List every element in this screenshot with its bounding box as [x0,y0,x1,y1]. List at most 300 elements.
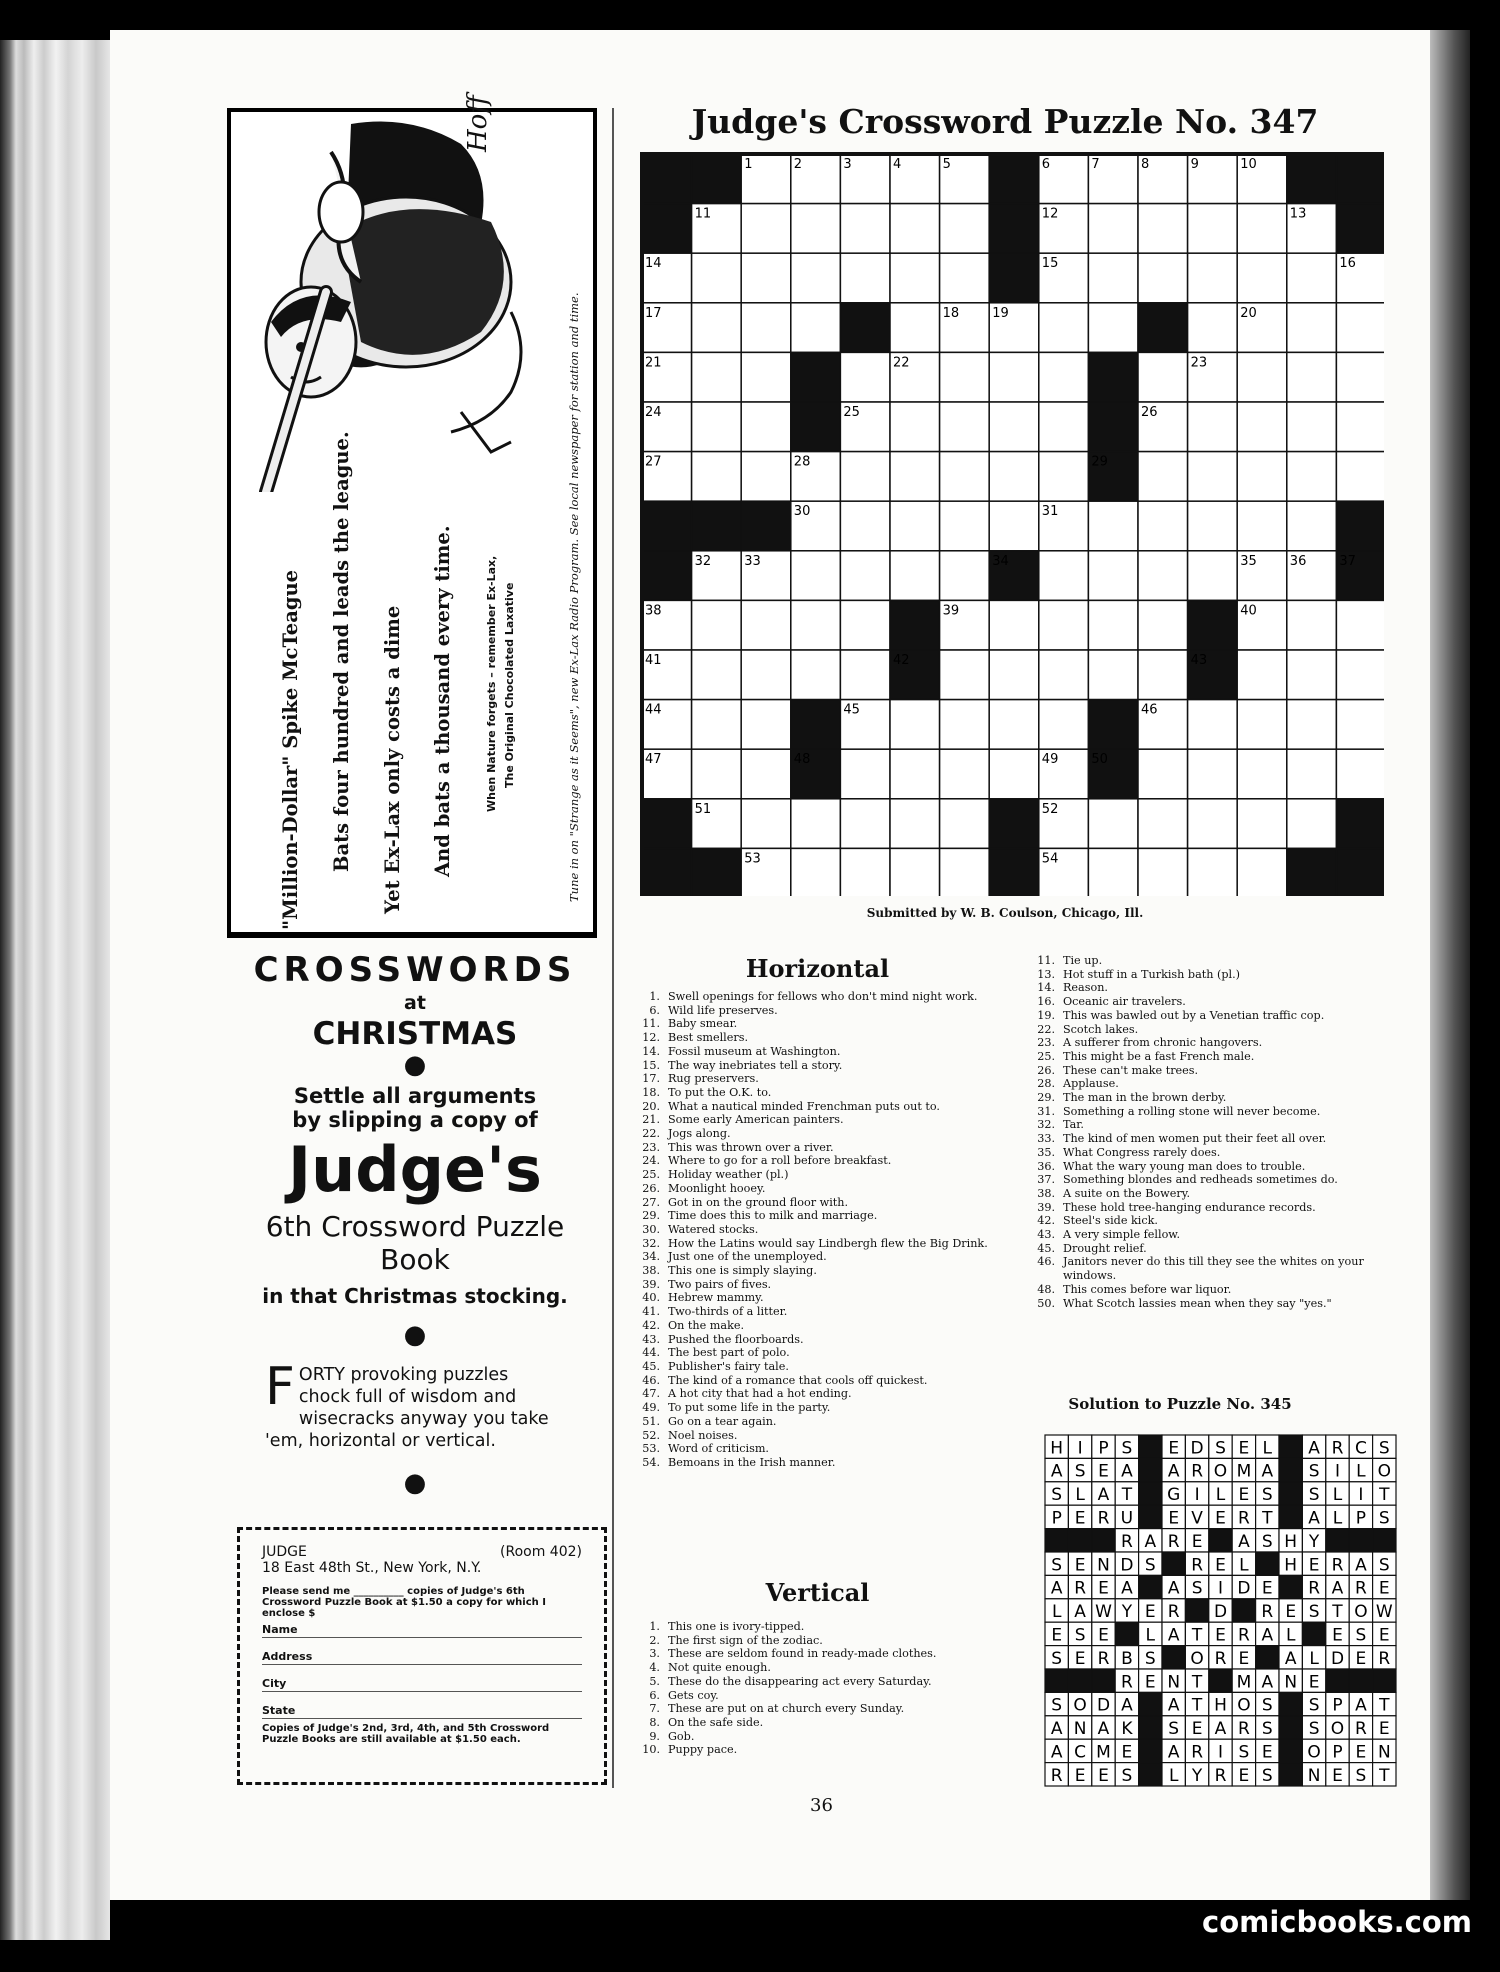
grid-cell[interactable] [890,204,940,254]
clue-number: 13 [1289,206,1307,222]
solution-letter: E [1074,1648,1086,1669]
grid-cell[interactable] [940,749,990,799]
grid-cell[interactable] [791,650,841,700]
clue-num: 32. [1037,1118,1055,1132]
clue [1025,1077,1405,1091]
solution-letter: R [1237,1719,1250,1740]
solution-letter: E [1378,1625,1390,1646]
clue-text: This might be a fast French male. [1063,1049,1255,1063]
grid-cell[interactable] [1336,650,1384,700]
horizontal-clues [630,990,1006,1470]
clue [1025,1242,1405,1256]
solution-letter: T [1379,1485,1390,1506]
clue-text: What Congress rarely does. [1063,1145,1221,1159]
clue-num: 49. [642,1401,660,1415]
grid-cell[interactable] [1237,352,1287,402]
grid-cell[interactable] [1336,600,1384,650]
grid-cell[interactable] [890,402,940,452]
grid-cell[interactable] [1287,402,1337,452]
grid-cell[interactable] [1287,303,1337,353]
promo-body-text: ORTY provoking puzzles chock full of wisdom and wisecracks anyway you take 'em, horizontal or vertical. [265,1365,549,1451]
clue [630,1689,1006,1703]
grid-block [1287,154,1337,204]
clue-num: 11. [1037,954,1055,967]
grid-cell[interactable] [741,799,791,849]
solution-letter: S [1074,1625,1086,1646]
clue-text: The way inebriates tell a story. [668,1058,843,1072]
grid-cell[interactable] [741,700,791,750]
grid-cell[interactable] [1287,352,1337,402]
clue-num: 54. [642,1455,660,1469]
clue-num: 2. [649,1633,660,1647]
grid-cell[interactable] [692,650,742,700]
solution-letter: T [1121,1485,1133,1506]
solution-letter: N [1377,1742,1391,1763]
solution-letter: E [1332,1765,1343,1786]
grid-cell[interactable] [1287,452,1337,502]
clue-text: Gob. [668,1729,695,1743]
clue-number: 2 [793,157,803,172]
clue-text: Pushed the floorboards. [668,1332,804,1346]
grid-cell[interactable] [1336,452,1384,502]
grid-cell[interactable] [1088,204,1138,254]
solution-block [1068,1529,1091,1552]
grid-cell[interactable] [1237,204,1287,254]
grid-cell[interactable] [791,600,841,650]
grid-cell[interactable] [791,551,841,601]
grid-cell[interactable] [989,700,1039,750]
grid-cell[interactable] [692,352,742,402]
solution-letter: A [1331,1578,1344,1599]
grid-cell[interactable] [1237,402,1287,452]
solution-block [1279,1505,1302,1528]
grid-cell[interactable] [1287,650,1337,700]
grid-cell[interactable] [840,848,890,896]
solution-letter: E [1074,1765,1086,1786]
clue-number: 26 [1141,405,1158,420]
grid-cell[interactable] [692,600,742,650]
clue-text: These can't make trees. [1063,1063,1199,1077]
grid-cell[interactable] [840,650,890,700]
clue-text: Two pairs of fives. [668,1277,772,1291]
solution-letter: I [1358,1485,1364,1506]
grid-cell[interactable] [1088,303,1138,353]
grid-cell[interactable] [692,749,742,799]
solution-block [1092,1669,1115,1692]
grid-cell[interactable] [1088,551,1138,601]
grid-cell[interactable] [890,551,940,601]
clue [630,990,1006,1004]
grid-cell[interactable] [1138,848,1188,896]
grid-cell[interactable] [741,204,791,254]
grid-cell[interactable] [1138,551,1188,601]
clue-text: To put some life in the party. [668,1401,831,1415]
solution-block [1349,1529,1372,1552]
grid-cell[interactable] [1088,848,1138,896]
grid-cell[interactable] [1088,501,1138,551]
coupon-name-field[interactable]: Name [262,1623,582,1638]
grid-cell[interactable] [1138,452,1188,502]
solution-letter: A [1214,1719,1227,1740]
grid-cell[interactable] [940,848,990,896]
grid-cell[interactable] [1088,650,1138,700]
solution-letter: R [1237,1508,1250,1529]
solution-letter: S [1121,1765,1133,1786]
solution-letter: I [1077,1438,1083,1459]
clue-num: 18. [642,1085,660,1099]
grid-cell[interactable] [940,700,990,750]
grid-cell[interactable] [840,204,890,254]
solution-block [1092,1529,1115,1552]
solution-block [1256,1552,1279,1575]
solution-letter: S [1238,1742,1250,1763]
solution-letter: R [1097,1648,1110,1669]
grid-cell[interactable] [1188,452,1238,502]
grid-cell[interactable] [940,799,990,849]
clue-number: 21 [645,355,662,371]
clue-text: Wild life preserves. [668,1003,778,1017]
grid-cell[interactable] [741,303,791,353]
solution-block [1139,1435,1162,1458]
solution-letter: L [1285,1625,1296,1646]
grid-cell[interactable] [840,749,890,799]
clue [630,1456,1006,1470]
clue-number: 32 [694,553,712,569]
grid-cell[interactable] [791,799,841,849]
grid-cell[interactable] [940,501,990,551]
clue-num: 51. [642,1414,660,1428]
grid-cell[interactable] [1138,204,1188,254]
clue [630,1250,1006,1264]
grid-cell[interactable] [1039,551,1089,601]
clue-num: 22. [1037,1022,1055,1036]
clue-text: Janitors never do this till they see the whites on your windows. [1063,1255,1364,1283]
grid-block [989,154,1039,204]
grid-cell[interactable] [1237,799,1287,849]
grid-cell[interactable] [1188,848,1238,896]
grid-cell[interactable] [1039,352,1089,402]
grid-cell[interactable] [840,352,890,402]
solution-letter: O [1213,1461,1228,1482]
solution-letter: P [1332,1742,1343,1763]
grid-cell[interactable] [1336,303,1384,353]
grid-cell[interactable] [989,452,1039,502]
order-coupon [237,1527,607,1785]
solution-block [1162,1646,1185,1669]
grid-cell[interactable] [1188,700,1238,750]
solution-letter: L [1239,1555,1249,1576]
grid-cell[interactable] [692,402,742,452]
clue [630,1278,1006,1292]
solution-letter: C [1354,1438,1367,1459]
solution-letter: T [1191,1695,1203,1716]
grid-cell[interactable] [940,204,990,254]
grid-cell[interactable] [890,749,940,799]
solution-block [1279,1716,1302,1739]
grid-cell[interactable] [1188,402,1238,452]
solution-letter: H [1050,1438,1064,1459]
clue-number: 19 [992,305,1009,321]
solution-letter: A [1167,1461,1180,1482]
grid-cell[interactable] [940,352,990,402]
grid-cell[interactable] [1237,501,1287,551]
grid-cell[interactable] [989,352,1039,402]
clue-num: 4. [649,1661,660,1675]
grid-cell[interactable] [989,600,1039,650]
clue-text: To put the O.K. to. [668,1085,772,1099]
grid-cell[interactable] [741,352,791,402]
grid-block [642,848,692,896]
clue-num: 23. [642,1140,660,1154]
grid-cell[interactable] [989,402,1039,452]
grid-cell[interactable] [1188,501,1238,551]
solution-letter: T [1379,1765,1390,1786]
clue-num: 46. [1037,1255,1055,1269]
grid-cell[interactable] [1039,303,1089,353]
grid-cell[interactable] [1039,600,1089,650]
coupon-room: (Room 402) [500,1544,582,1560]
grid-cell[interactable] [1188,303,1238,353]
solution-block [1279,1435,1302,1458]
grid-cell[interactable] [940,253,990,303]
ad-radio-note: Tune in on "Strange as it Seems", new Ex-Lax Radio Program. See local newspaper for station and time. [567,292,581,902]
clue-num: 47. [642,1387,660,1401]
artist-signature: Hoff [463,95,493,152]
grid-cell[interactable] [1138,749,1188,799]
grid-cell[interactable] [890,253,940,303]
grid-cell[interactable] [1336,402,1384,452]
solution-letter: M [1236,1461,1252,1482]
grid-cell[interactable] [741,452,791,502]
solution-block [1162,1552,1185,1575]
clue-text: Two-thirds of a litter. [668,1305,788,1319]
promo-line-3: in that Christmas stocking. [262,1284,568,1308]
coupon-address-field[interactable]: Address [262,1650,582,1665]
grid-cell[interactable] [692,253,742,303]
grid-cell[interactable] [741,749,791,799]
grid-cell[interactable] [692,303,742,353]
clue [630,1113,1006,1127]
grid-block [989,799,1039,849]
grid-cell[interactable] [1287,799,1337,849]
solution-letter: R [1074,1578,1087,1599]
grid-cell[interactable] [940,551,990,601]
clue-num: 42. [1037,1214,1055,1228]
clue-num: 44. [642,1346,660,1360]
grid-cell[interactable] [741,600,791,650]
grid-cell[interactable] [1088,600,1138,650]
solution-letter: S [1144,1555,1156,1576]
clue-text: Swell openings for fellows who don't mind night work. [668,990,978,1003]
grid-cell[interactable] [890,452,940,502]
clue [630,1291,1006,1305]
grid-cell[interactable] [890,501,940,551]
solution-letter: U [1120,1508,1134,1529]
solution-letter: I [1334,1461,1341,1482]
grid-cell[interactable] [1088,799,1138,849]
grid-cell[interactable] [1039,452,1089,502]
grid-cell[interactable] [1336,700,1384,750]
grid-cell[interactable] [1237,452,1287,502]
grid-cell[interactable] [940,650,990,700]
solution-letter: S [1355,1625,1367,1646]
grid-cell[interactable] [692,452,742,502]
grid-cell[interactable] [989,650,1039,700]
clue-text: Bemoans in the Irish manner. [668,1455,836,1469]
solution-letter: E [1238,1438,1250,1459]
grid-block [791,352,841,402]
solution-letter: E [1215,1508,1226,1529]
solution-letter: T [1191,1672,1203,1693]
grid-cell[interactable] [1138,352,1188,402]
clue [630,1661,1006,1675]
grid-cell[interactable] [1237,749,1287,799]
grid-cell[interactable] [1287,749,1337,799]
clue-num: 28. [1037,1077,1055,1091]
clue-num: 50. [1037,1296,1055,1310]
grid-cell[interactable] [890,700,940,750]
ad-slogan: When Nature forgets – remember Ex-Lax, [485,555,498,812]
grid-cell[interactable] [1237,650,1287,700]
grid-cell[interactable] [940,452,990,502]
promo-at: at [404,992,426,1014]
solution-block [1139,1482,1162,1505]
grid-cell[interactable] [1138,600,1188,650]
grid-cell[interactable] [989,749,1039,799]
solution-letter: W [1375,1602,1393,1623]
grid-cell[interactable] [1039,700,1089,750]
solution-letter: D [1120,1555,1134,1576]
solution-letter: A [1238,1531,1250,1552]
grid-cell[interactable] [791,848,841,896]
grid-cell[interactable] [840,551,890,601]
grid-cell[interactable] [692,700,742,750]
grid-block [692,848,742,896]
grid-cell[interactable] [1138,501,1188,551]
clue-number: 7 [1091,157,1100,172]
grid-cell[interactable] [840,253,890,303]
grid-cell[interactable] [890,848,940,896]
grid-cell[interactable] [791,204,841,254]
grid-cell[interactable] [840,799,890,849]
page-number: 36 [810,1795,833,1816]
grid-cell[interactable] [1237,848,1287,896]
grid-cell[interactable] [1287,600,1337,650]
clue [1025,1255,1405,1282]
ad-line-4: And bats a thousand every time. [431,525,454,877]
solution-letter: N [1307,1765,1321,1786]
solution-letter: A [1121,1695,1133,1716]
solution-letter: Y [1121,1602,1133,1623]
solution-letter: E [1074,1555,1086,1576]
clue-text: Something blondes and redheads sometimes do. [1063,1173,1338,1187]
clue-text: Drought relief. [1063,1241,1147,1255]
solution-letter: A [1261,1461,1274,1482]
clue-num: 14. [1037,981,1055,995]
grid-cell[interactable] [1287,501,1337,551]
clue-number: 3 [843,157,852,172]
grid-cell[interactable] [1336,352,1384,402]
solution-block [1115,1622,1138,1645]
grid-cell[interactable] [1336,749,1384,799]
grid-cell[interactable] [1039,402,1089,452]
clue-number: 48 [793,752,811,768]
grid-cell[interactable] [1237,700,1287,750]
grid-cell[interactable] [741,402,791,452]
solution-letter: B [1121,1648,1133,1669]
clue [630,1743,1006,1757]
grid-cell[interactable] [1188,749,1238,799]
clue [1025,981,1405,995]
clue-number: 27 [645,454,662,470]
solution-letter: S [1308,1719,1320,1740]
grid-cell[interactable] [1287,253,1337,303]
solution-letter: N [1097,1555,1110,1576]
grid-block [741,501,791,551]
clue-text: A very simple fellow. [1063,1228,1181,1242]
solution-letter: A [1261,1625,1274,1646]
grid-cell[interactable] [1138,650,1188,700]
clue-number: 44 [645,702,662,718]
clue-number: 45 [843,702,860,718]
clue [630,1168,1006,1182]
promo-bullet-2: ● [403,1320,427,1350]
grid-cell[interactable] [741,650,791,700]
grid-cell[interactable] [890,303,940,353]
grid-cell[interactable] [890,799,940,849]
grid-cell[interactable] [840,501,890,551]
grid-cell[interactable] [1188,551,1238,601]
clue-number: 38 [645,603,662,619]
solution-block [1139,1505,1162,1528]
grid-cell[interactable] [1138,799,1188,849]
grid-cell[interactable] [741,253,791,303]
page-edge-shadow [1430,30,1470,1900]
grid-cell[interactable] [840,452,890,502]
grid-cell[interactable] [1039,650,1089,700]
grid-cell[interactable] [989,501,1039,551]
grid-cell[interactable] [940,402,990,452]
clue [630,1100,1006,1114]
grid-cell[interactable] [1138,253,1188,303]
grid-cell[interactable] [1287,700,1337,750]
coupon-state-field[interactable]: State [262,1704,582,1719]
grid-cell[interactable] [1188,253,1238,303]
solution-letter: M [1096,1742,1111,1763]
solution-block [1279,1482,1302,1505]
clue [630,1415,1006,1429]
clue-num: 40. [642,1291,660,1305]
grid-cell[interactable] [1188,799,1238,849]
grid-cell[interactable] [791,303,841,353]
grid-cell[interactable] [791,253,841,303]
grid-cell[interactable] [1237,253,1287,303]
clue-num: 45. [642,1359,660,1373]
clue-num: 42. [642,1318,660,1332]
solution-letter: R [1308,1578,1321,1599]
solution-letter: W [1095,1602,1112,1623]
grid-cell[interactable] [1188,204,1238,254]
grid-cell[interactable] [840,600,890,650]
grid-cell[interactable] [1088,253,1138,303]
clue [630,1004,1006,1018]
solution-letter: O [1354,1602,1368,1623]
clue [1025,1009,1405,1023]
coupon-city-field[interactable]: City [262,1677,582,1692]
clue [1025,1160,1405,1174]
solution-letter: E [1378,1719,1390,1740]
grid-block [840,303,890,353]
